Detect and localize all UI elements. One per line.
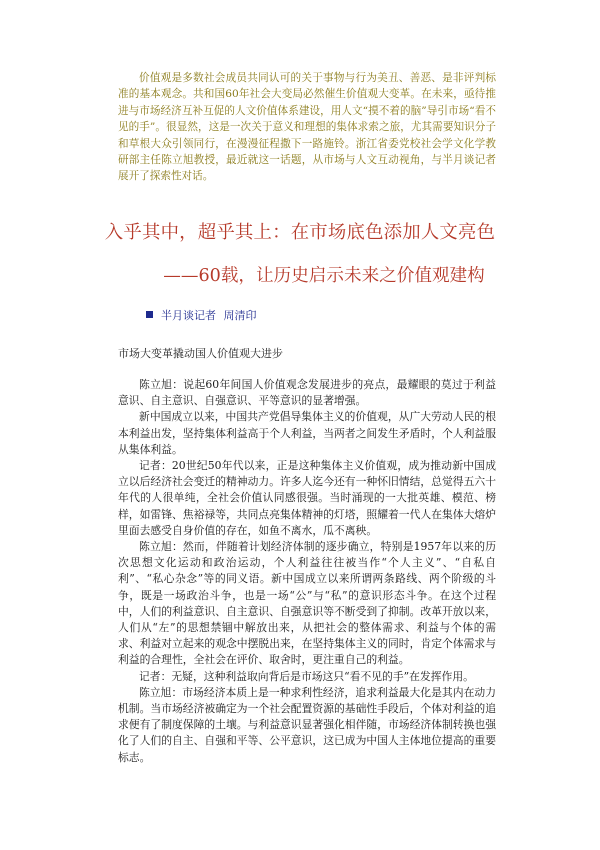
intro-paragraph: 价值观是多数社会成员共同认可的关于事物与行为美丑、善恶、是非评判标准的基本观念。共和国60年社会大变局必然催生价值观大变革。在未来，亟待推进与市场经济互补互促的人文价值体系建设，用人文“摸不着的脑”导引市场“看不见的手”。很显然，这是一次关于意义和理想的集体求索之旅，尤其需要知识分子和草根大众引领同行，在漫漫征程撒下一路施铃。浙江省委党校社会学文化学教研部主任陈立旭教授，最近就这一话题，从市场与人文互动视角，与半月谈记者展开了探索性对话。 <box>118 72 496 183</box>
section-heading: 市场大变革撬动国人价值观大进步 <box>118 347 283 360</box>
reporter-name: 周清印 <box>223 309 257 322</box>
article-body <box>118 377 496 766</box>
body-paragraph: 陈立旭：说起60年间国人价值观念发展进步的亮点，最耀眼的莫过于利益意识、自主意识、自强意识、平等意识的显著增强。 <box>118 378 496 408</box>
byline <box>146 307 257 323</box>
reporter-label: 半月谈记者 <box>161 309 216 322</box>
body-paragraph: 陈立旭：市场经济本质上是一种求利性经济，追求利益最大化是其内在动力机制。当市场经济被确定为一个社会配置资源的基础性手段后，个体对利益的追求便有了制度保障的土壤。与利益意识显著强化相伴随，市场经济体制转换也强化了人们的自主、自强和平等、公平意识，这已成为中国人主体地位提高的重要标志。 <box>118 685 496 764</box>
article-subtitle: ——60载，让历史启示未来之价值观建构 <box>163 266 485 286</box>
body-paragraph: 记者：20世纪50年代以来，正是这种集体主义价值观，成为推动新中国成立以后经济社会变迁的精神动力。许多人迄今还有一种怀旧情结，总觉得五六十年代的人很单纯，全社会价值认同感很强。当时涌现的一大批英雄、模范、榜样，如雷锋、焦裕禄等，共同点亮集体精神的灯塔，照耀着一代人在集体大熔炉里面去感受自身价值的存在，如鱼不离水，瓜不离秧。 <box>118 459 496 537</box>
body-paragraph: 新中国成立以来，中国共产党倡导集体主义的价值观，从广大劳动人民的根本利益出发，坚持集体利益高于个人利益，当两者之间发生矛盾时，个人利益服从集体利益。 <box>118 410 496 456</box>
body-paragraph: 陈立旭：然而，伴随着计划经济体制的逐步确立，特别是1957年以来的历次思想文化运动和政治运动，个人利益往往被当作“个人主义”、“自私自利”、“私心杂念”等的同义语。新中国成立以来所谓两条路线、两个阶级的斗争，既是一场政治斗争，也是一场“公”与“私”的意识形态斗争。在这个过程中，人们的利益意识、自主意识、自强意识等不断受到了抑制。改革开放以来，人们从“左”的思想禁锢中解放出来，从把社会的整体需求、利益与个体的需求、利益对立起来的观念中摆脱出来，在坚持集体主义的同时，肯定个体需求与利益的合理性，全社会在评价、取舍时，更注重自己的利益。 <box>118 540 496 667</box>
body-paragraph: 记者：无疑，这种利益取向背后是市场这只“看不见的手”在发挥作用。 <box>139 669 474 683</box>
article-title: 入乎其中，超乎其上：在市场底色添加人文亮色 <box>104 222 496 243</box>
square-bullet-icon <box>146 311 153 318</box>
